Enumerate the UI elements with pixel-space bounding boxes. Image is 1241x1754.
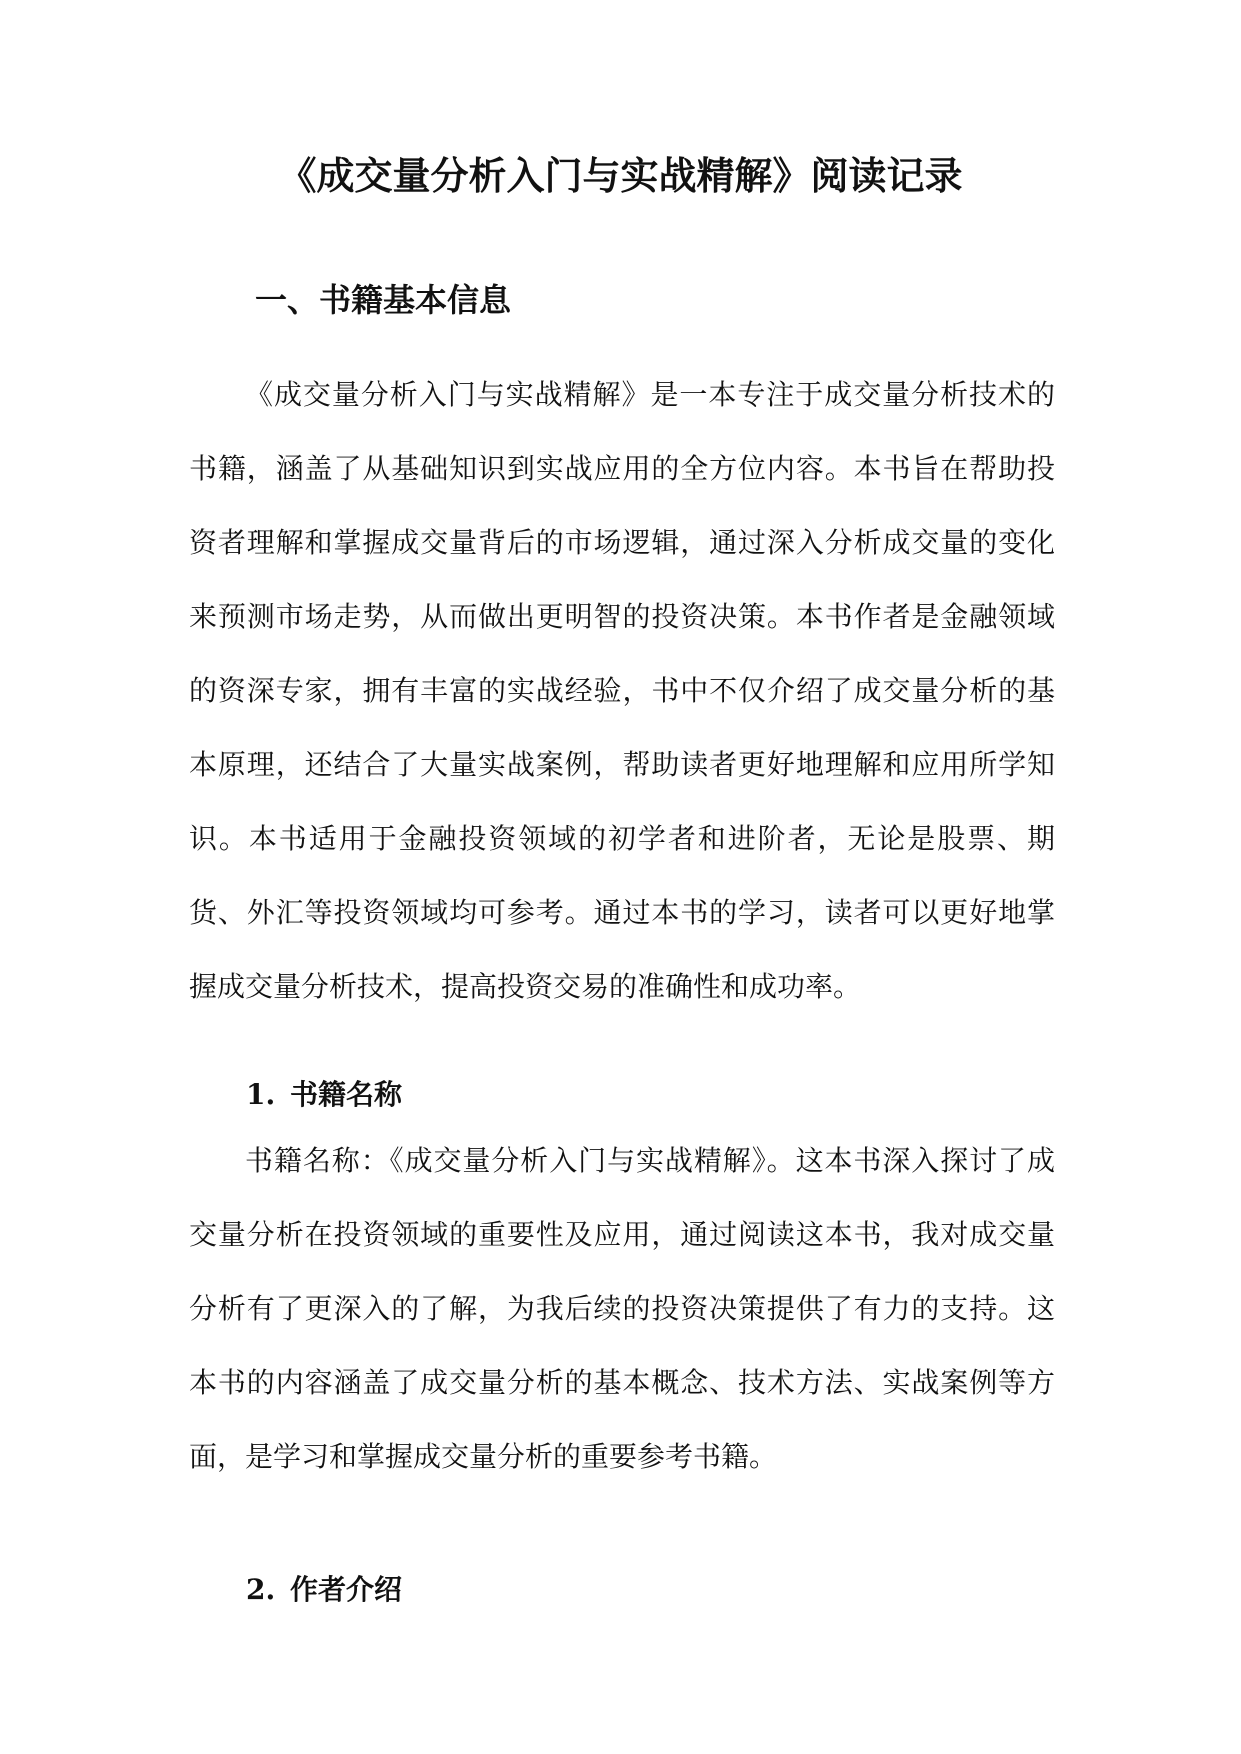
section-heading-basic-info: 一、书籍基本信息 — [255, 281, 512, 319]
book-name-paragraph: 书籍名称：《成交量分析入门与实战精解》。这本书深入探讨了成交量分析在投资领域的重要性及应用，通过阅读这本书，我对成交量分析有了更深入的了解，为我后续的投资决策提供了有力的支持。这本书的内容涵盖了成交量分析的基本概念、技术方法、实战案例等方面，是学习和掌握成交量分析的重要参考书籍。 — [189, 1144, 1055, 1473]
subsection-heading-book-name — [246, 1073, 402, 1117]
subsection-number: 1. — [246, 1078, 276, 1111]
subsection-number: 2. — [246, 1573, 276, 1606]
subsection-heading-author-intro — [246, 1568, 402, 1612]
subsection-title: 书籍名称 — [290, 1078, 403, 1111]
document-title: 《成交量分析入门与实战精解》阅读记录 — [278, 153, 963, 198]
intro-paragraph: 《成交量分析入门与实战精解》是一本专注于成交量分析技术的书籍，涵盖了从基础知识到实战应用的全方位内容。本书旨在帮助投资者理解和掌握成交量背后的市场逻辑，通过深入分析成交量的变化来预测市场走势，从而做出更明智的投资决策。本书作者是金融领域的资深专家，拥有丰富的实战经验，书中不仅介绍了成交量分析的基本原理，还结合了大量实战案例，帮助读者更好地理解和应用所学知识。本书适用于金融投资领域的初学者和进阶者，无论是股票、期货、外汇等投资领域均可参考。通过本书的学习，读者可以更好地掌握成交量分析技术，提高投资交易的准确性和成功率。 — [189, 378, 1055, 1003]
subsection-title: 作者介绍 — [290, 1573, 403, 1606]
